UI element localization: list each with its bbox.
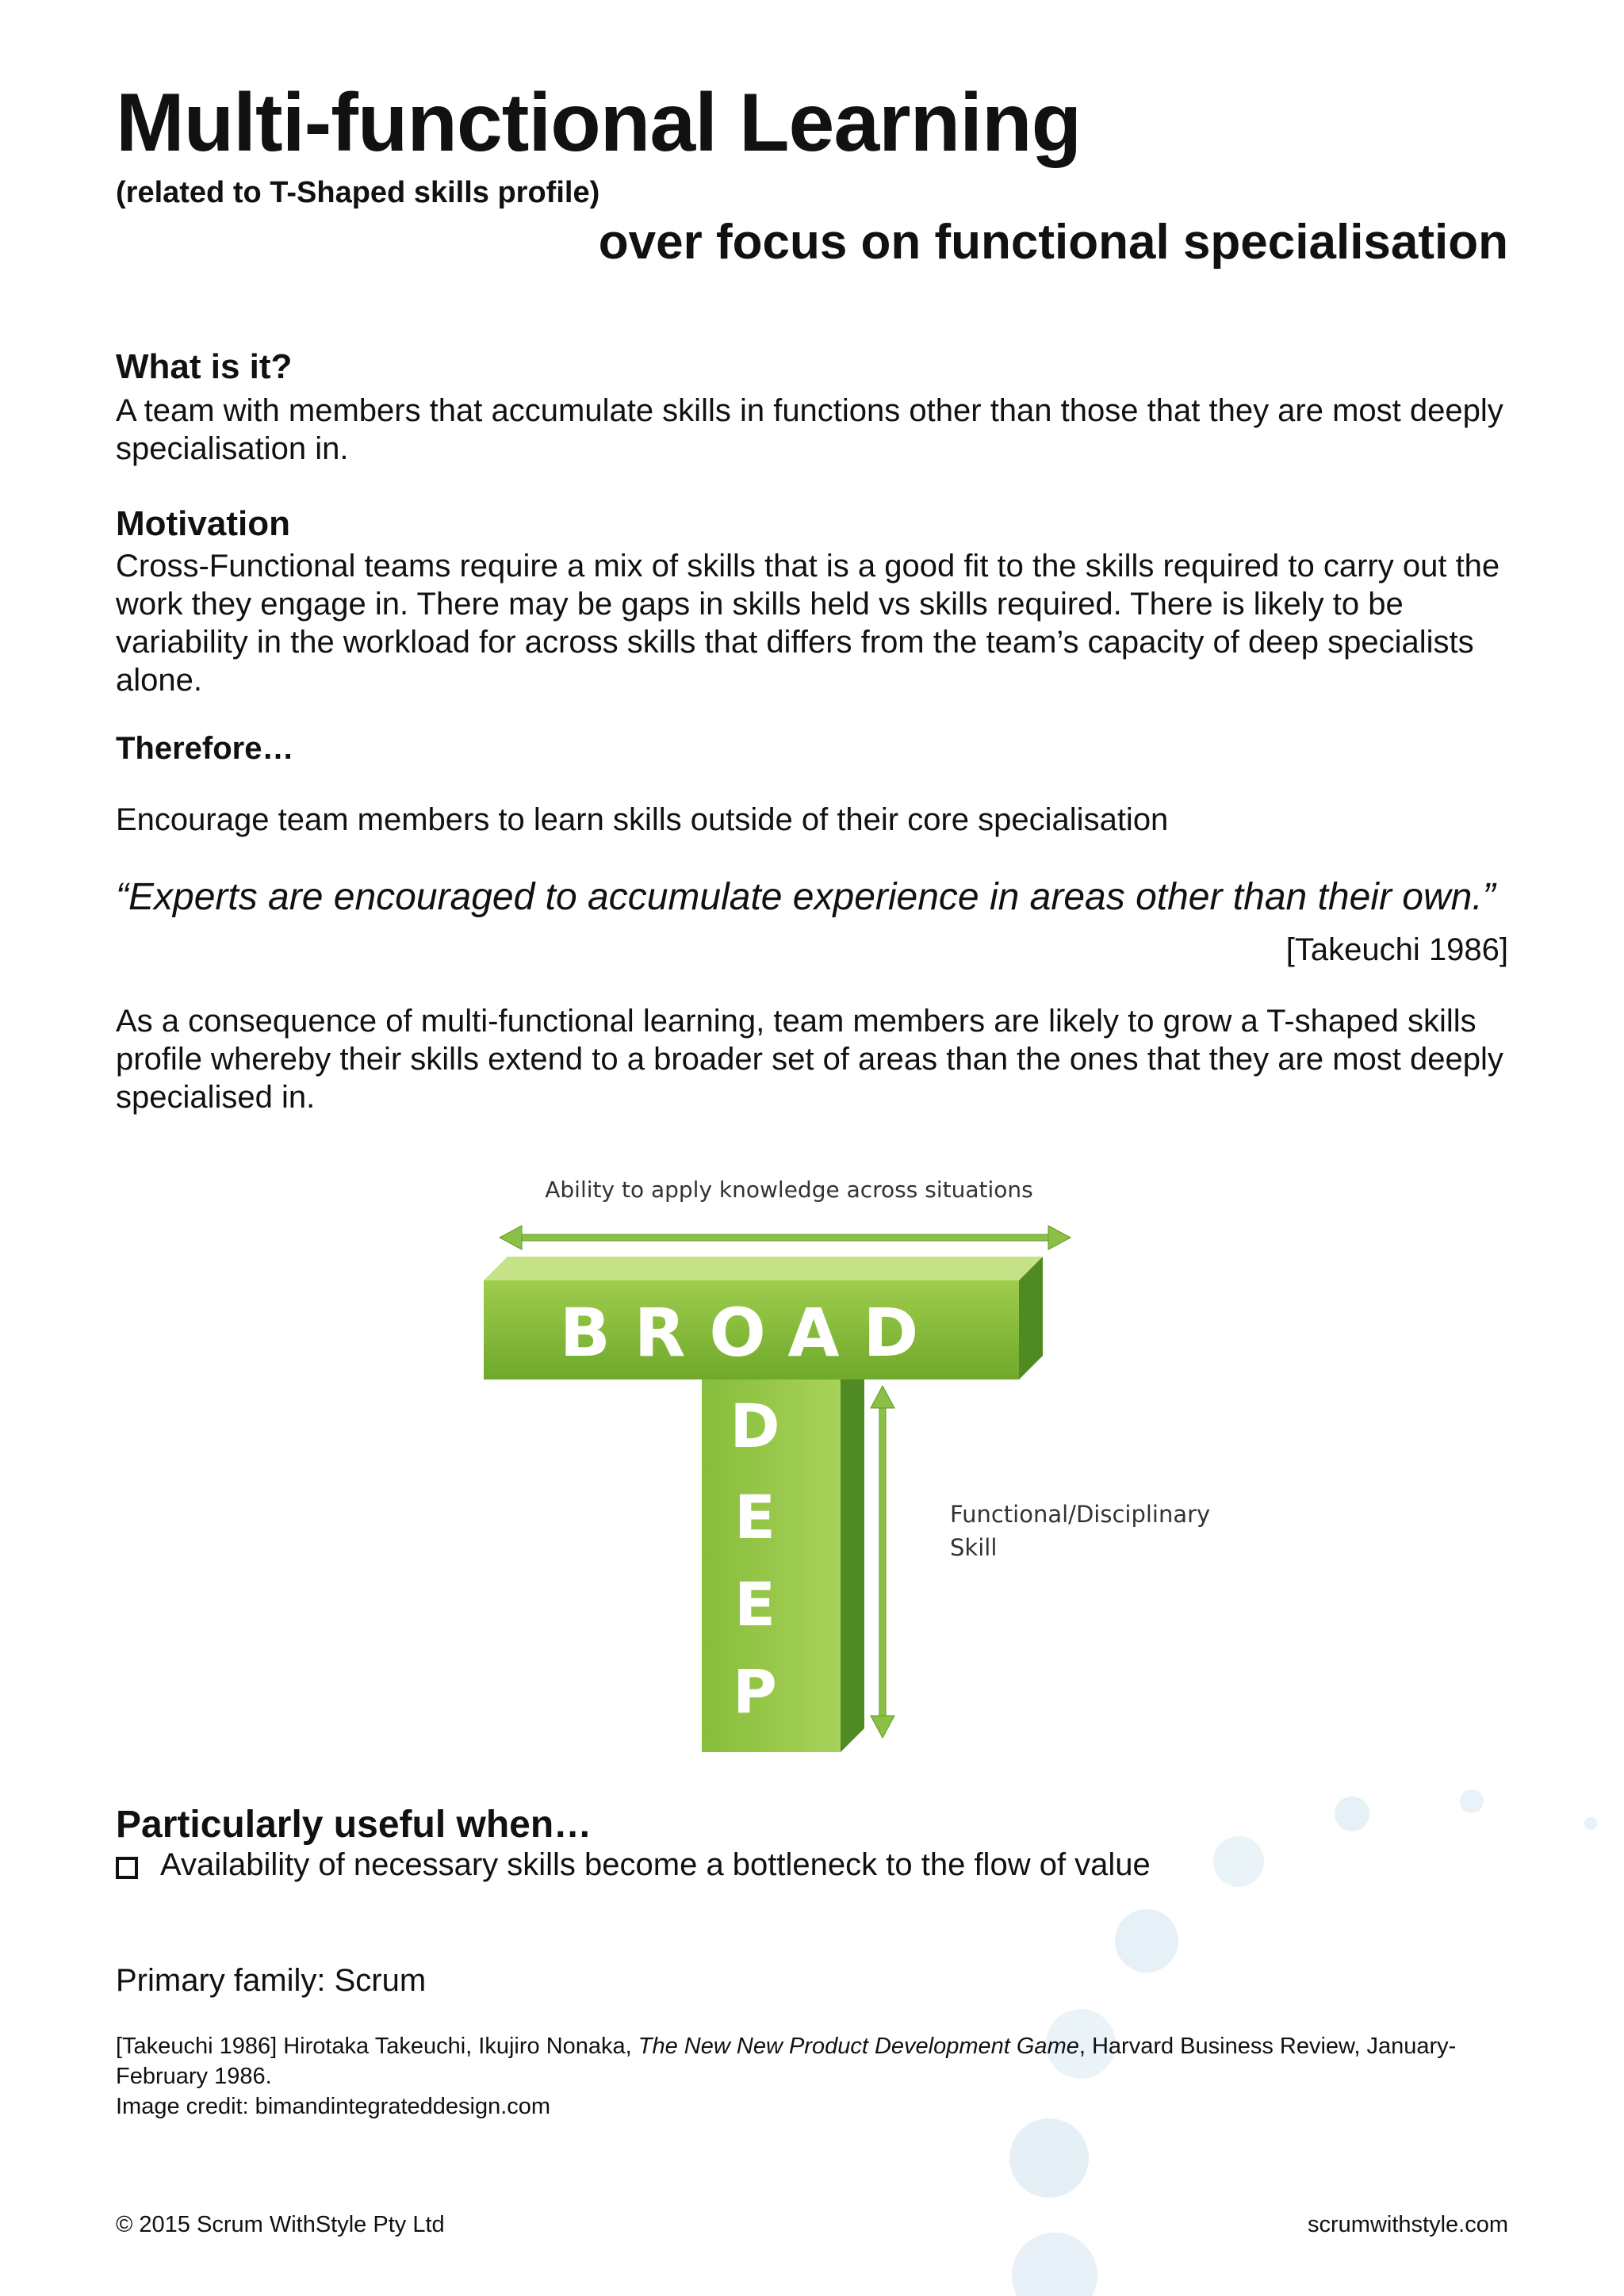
therefore-heading: Therefore… xyxy=(116,731,294,766)
list-item xyxy=(116,1847,1151,1883)
list-item-label: Availability of necessary skills become a bottleneck to the flow of value xyxy=(160,1847,1151,1882)
reference-suffix: , Harvard Business Review, January-February 1986. xyxy=(116,2034,1457,2089)
deep-letter-p: P xyxy=(733,1656,777,1727)
motivation-heading: Motivation xyxy=(116,504,290,543)
deep-letter-e1: E xyxy=(734,1482,776,1552)
footer-copyright: © 2015 Scrum WithStyle Pty Ltd xyxy=(116,2212,445,2237)
t-shape-diagram xyxy=(468,1165,1229,1768)
reference-entry xyxy=(116,2031,1527,2091)
page-subtitle: (related to T-Shaped skills profile) xyxy=(116,176,600,209)
horizontal-double-arrow-icon xyxy=(500,1226,1071,1249)
page-tagline: over focus on functional specialisation xyxy=(598,215,1508,270)
quote-text: “Experts are encouraged to accumulate experience in areas other than their own.” xyxy=(116,876,1496,918)
reference-prefix: [Takeuchi 1986] Hirotaka Takeuchi, Ikujiro Nonaka, xyxy=(116,2034,638,2059)
deep-bar xyxy=(702,1356,864,1752)
footer-site: scrumwithstyle.com xyxy=(1308,2212,1508,2237)
references xyxy=(116,2031,1527,2122)
side-caption-line1: Functional/Disciplinary xyxy=(950,1501,1211,1528)
page-title: Multi-functional Learning xyxy=(116,77,1082,169)
side-caption-line2: Skill xyxy=(950,1534,998,1561)
image-credit: Image credit: bimandintegrateddesign.com xyxy=(116,2094,551,2119)
deep-letter-d: D xyxy=(730,1391,780,1461)
primary-family: Primary family: Scrum xyxy=(116,1963,427,1998)
what-is-it-body: A team with members that accumulate skills in functions other than those that they are most deeply specialisation in. xyxy=(116,393,1503,466)
motivation-body: Cross-Functional teams require a mix of skills that is a good fit to the skills required to carry out the work they engage in. There may be gaps in skills held vs skills required. There is likely to be variability in the workload for across skills that differs from the team’s capacity of deep specialists alone. xyxy=(116,549,1500,698)
useful-when-heading: Particularly useful when… xyxy=(116,1804,592,1846)
consequence-paragraph: As a consequence of multi-functional learning, team members are likely to grow a T-shaped skills profile whereby their skills extend to a broader set of areas than the ones that they are most deeply specialised in. xyxy=(116,1004,1503,1115)
reference-title: The New New Product Development Game xyxy=(638,2034,1079,2059)
diagram-top-caption: Ability to apply knowledge across situations xyxy=(545,1177,1033,1203)
vertical-double-arrow-icon xyxy=(871,1386,894,1738)
checkbox-icon xyxy=(116,1857,138,1879)
quote-citation: [Takeuchi 1986] xyxy=(1285,932,1508,967)
therefore-body: Encourage team members to learn skills outside of their core specialisation xyxy=(116,802,1169,837)
what-is-it-heading: What is it? xyxy=(116,347,293,386)
broad-label: BROAD xyxy=(559,1294,943,1372)
deep-letter-e2: E xyxy=(734,1569,776,1640)
